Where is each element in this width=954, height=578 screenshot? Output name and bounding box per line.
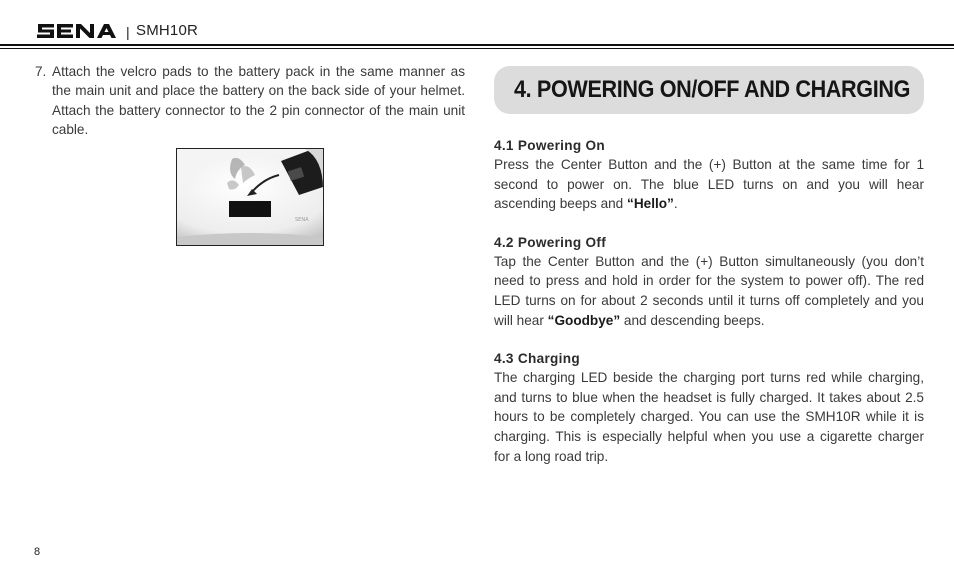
header-rule-thin: [0, 48, 954, 49]
section-heading: 4.1 Powering On: [494, 138, 606, 153]
step-text: Attach the velcro pads to the battery pack in the same manner as the main unit and place the battery on the back side of your helmet. Attach the battery connector to the 2 pin connector of the main unit cable.: [52, 64, 465, 138]
body-text: Tap the Center Button and the (+) Button simultaneously (you don’t need to press and hold in order for the system to power off). The red LED turns on for about 2 seconds until it turns off completely and you will hear: [494, 253, 924, 328]
step-number: 7.: [35, 64, 47, 79]
body-text-end: .: [673, 196, 678, 212]
header-separator: |: [126, 24, 130, 40]
right-column: [494, 136, 924, 485]
body-text: Press the Center Button and the (+) Button at the same time for 1 second to power on. The blue LED turns on and you will hear ascending beeps and: [494, 157, 924, 212]
section-charging: [494, 349, 924, 466]
section-body: [494, 155, 924, 214]
section-powering-off: [494, 233, 924, 330]
model-name: SMH10R: [136, 22, 199, 39]
helmet-battery-illustration: [177, 149, 323, 245]
chapter-title: 4. POWERING ON/OFF AND CHARGING: [514, 76, 911, 103]
instruction-step: [35, 62, 465, 140]
svg-text:SENA: SENA: [295, 217, 309, 223]
left-column: [35, 62, 465, 140]
emphasis-hello: “Hello”: [627, 196, 674, 212]
sena-logo: [36, 22, 118, 40]
header-rule-thick: [0, 44, 954, 46]
section-body: [494, 252, 924, 330]
section-heading: 4.3 Charging: [494, 351, 580, 367]
body-text-end: and descending beeps.: [620, 312, 765, 328]
battery-installation-photo: [176, 148, 324, 246]
page-number: 8: [34, 546, 41, 558]
chapter-title-box: [494, 66, 924, 114]
section-powering-on: [494, 136, 924, 214]
page-header: [0, 0, 954, 48]
section-body: The charging LED beside the charging port turns red while charging, and turns to blue when the headset is fully charged. It takes about 2.5 hours to be completely charged. You can use the SMH10R while it is charging. This is especially helpful when you use a cigarette charger for a long road trip.: [494, 370, 924, 464]
section-heading: 4.2 Powering Off: [494, 234, 607, 250]
emphasis-goodbye: “Goodbye”: [547, 312, 621, 328]
